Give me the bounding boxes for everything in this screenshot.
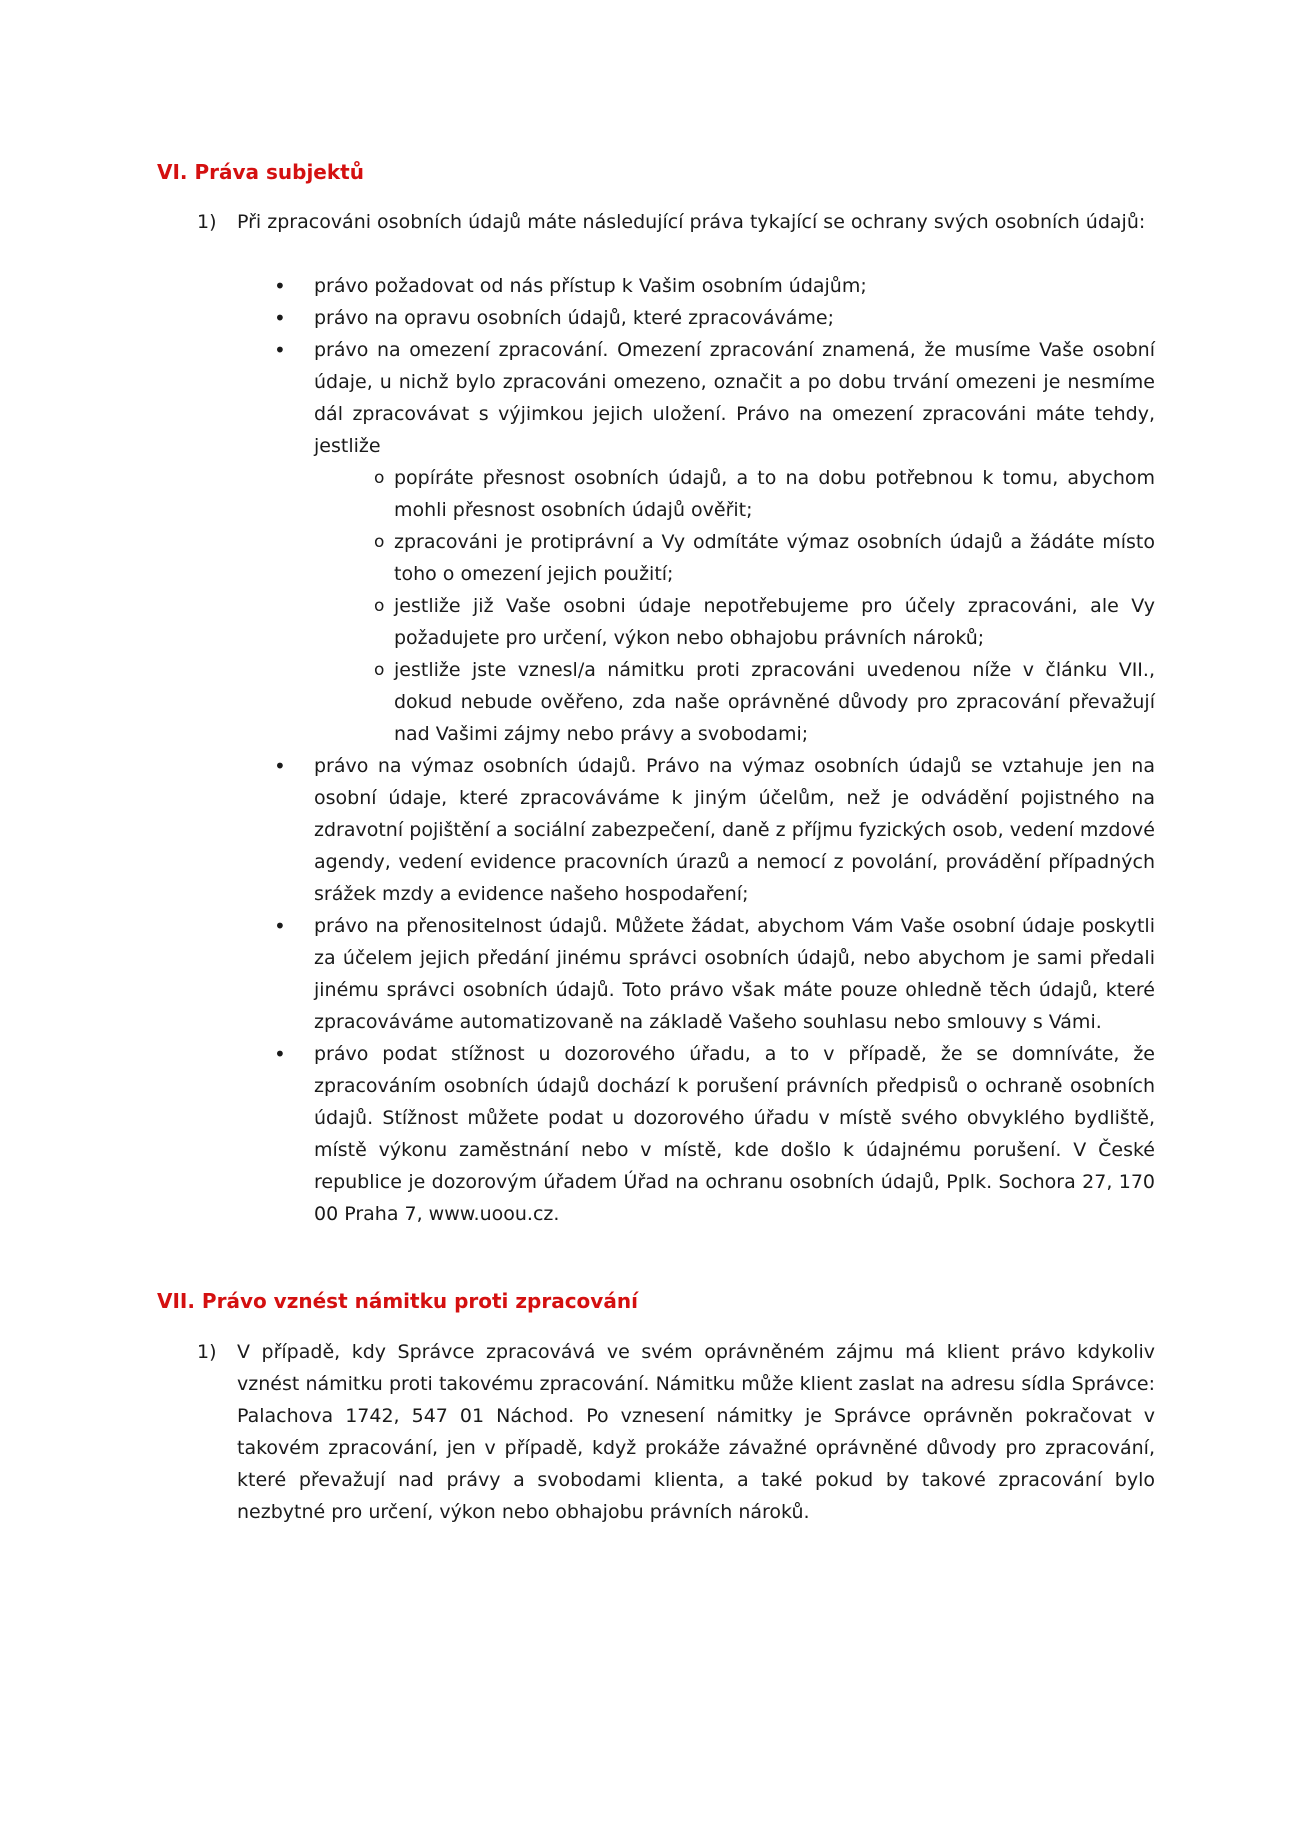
list-item xyxy=(274,302,1155,334)
section-vii-item-1 xyxy=(157,1336,1155,1528)
section-heading-vi: VI. Práva subjektů xyxy=(157,160,364,184)
list-item xyxy=(274,750,1155,910)
sub-list-item xyxy=(374,590,1155,654)
list-item-text: právo na opravu osobních údajů, které zpracováváme; xyxy=(314,307,835,329)
sub-list-item xyxy=(374,462,1155,526)
bullet-icon: • xyxy=(274,1042,286,1066)
circle-bullet-icon: o xyxy=(374,596,385,616)
circle-bullet-icon: o xyxy=(374,532,385,552)
rights-list xyxy=(157,270,1155,1230)
sub-list-item-text: jestliže již Vaše osobni údaje nepotřebujeme pro účely zpracováni, ale Vy požadujete pro určení, výkon nebo obhajobu právních nároků; xyxy=(394,595,1155,649)
sub-list xyxy=(374,462,1155,750)
bullet-icon: • xyxy=(274,754,286,778)
sub-list-item-text: jestliže jste vznesl/a námitku proti zpracováni uvedenou níže v článku VII., dokud nebude ověřeno, zda naše oprávněné důvody pro zpracování převažují nad Vašimi zájmy nebo právy a svobodami; xyxy=(394,659,1155,745)
list-item xyxy=(274,270,1155,302)
list-item-text: právo na výmaz osobních údajů. Právo na výmaz osobních údajů se vztahuje jen na osobní údaje, které zpracováváme k jiným účelům, než je odvádění pojistného na zdravotní pojištění a sociální zabezpečení, daně z příjmu fyzických osob, vedení mzdové agendy, vedení evidence pracovních úrazů a nemocí z povolání, provádění případných srážek mzdy a evidence našeho hospodaření; xyxy=(314,755,1155,905)
list-item-text: právo na omezení zpracování. Omezení zpracování znamená, že musíme Vaše osobní údaje, u nichž bylo zpracováni omezeno, označit a po dobu trvání omezeni je nesmíme dál zpracovávat s výjimkou jejich uložení. Právo na omezení zpracováni máte tehdy, jestliže xyxy=(314,339,1155,457)
item-number: 1) xyxy=(197,1341,217,1363)
bullet-icon: • xyxy=(274,306,286,330)
list-item xyxy=(274,1038,1155,1230)
list-item xyxy=(274,910,1155,1038)
list-item xyxy=(274,334,1155,750)
bullet-icon: • xyxy=(274,274,286,298)
bullet-icon: • xyxy=(274,338,286,362)
item-intro-text: Při zpracováni osobních údajů máte následující práva tykající se ochrany svých osobních údajů: xyxy=(237,211,1146,233)
circle-bullet-icon: o xyxy=(374,660,385,680)
sub-list-item-text: popíráte přesnost osobních údajů, a to na dobu potřebnou k tomu, abychom mohli přesnost osobních údajů ověřit; xyxy=(394,467,1155,521)
section-vi-item-1 xyxy=(157,206,1155,238)
item-number: 1) xyxy=(197,211,217,233)
sub-list-item-text: zpracováni je protiprávní a Vy odmítáte výmaz osobních údajů a žádáte místo toho o omezení jejich použití; xyxy=(394,531,1155,585)
circle-bullet-icon: o xyxy=(374,468,385,488)
list-item-text: právo na přenositelnost údajů. Můžete žádat, abychom Vám Vaše osobní údaje poskytli za účelem jejich předání jinému správci osobních údajů, nebo abychom je sami předali jinému správci osobních údajů. Toto právo však máte pouze ohledně těch údajů, které zpracováváme automatizovaně na základě Vašeho souhlasu nebo smlouvy s Vámi. xyxy=(314,915,1155,1033)
list-item-text: právo požadovat od nás přístup k Vašim osobním údajům; xyxy=(314,275,867,297)
objection-paragraph: V případě, kdy Správce zpracovává ve svém oprávněném zájmu má klient právo kdykoliv vznést námitku proti takovému zpracování. Námitku může klient zaslat na adresu sídla Správce: Palachova 1742, 547 01 Náchod. Po vznesení námitky je Správce oprávněn pokračovat v takovém zpracování, jen v případě, když prokáže závažné oprávněné důvody pro zpracování, které převažují nad právy a svobodami klienta, a také pokud by takové zpracování bylo nezbytné pro určení, výkon nebo obhajobu právních nároků. xyxy=(237,1341,1155,1523)
sub-list-item xyxy=(374,654,1155,750)
sub-list-item xyxy=(374,526,1155,590)
list-item-text: právo podat stížnost u dozorového úřadu, a to v případě, že se domníváte, že zpracováním osobních údajů dochází k porušení právních předpisů o ochraně osobních údajů. Stížnost můžete podat u dozorového úřadu v místě svého obvyklého bydliště, místě výkonu zaměstnání nebo v místě, kde došlo k údajnému porušení. V České republice je dozorovým úřadem Úřad na ochranu osobních údajů, Pplk. Sochora 27, 170 00 Praha 7, www.uoou.cz. xyxy=(314,1043,1155,1225)
section-heading-vii: VII. Právo vznést námitku proti zpracování xyxy=(157,1289,638,1313)
bullet-icon: • xyxy=(274,914,286,938)
